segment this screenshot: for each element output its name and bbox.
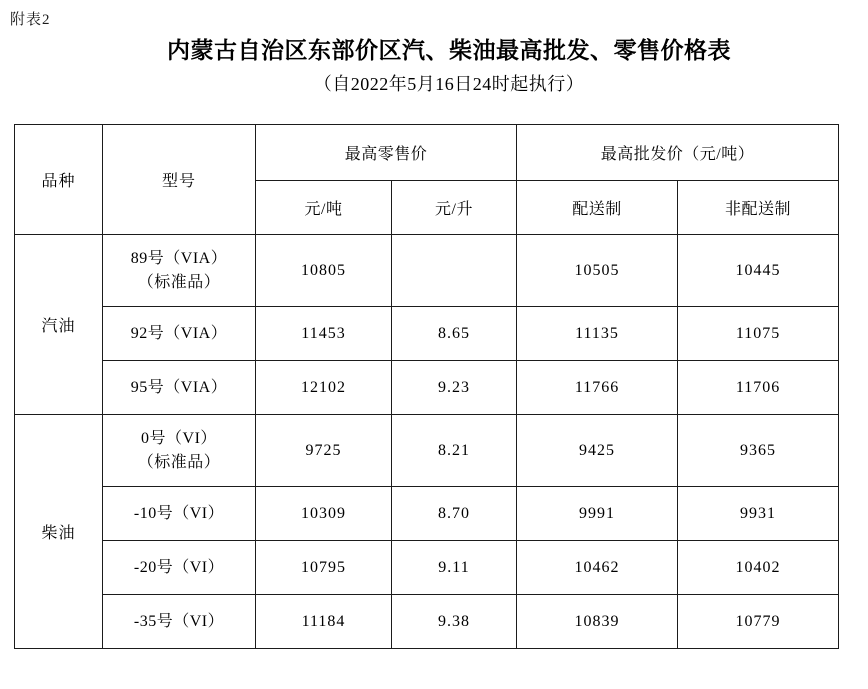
wholesale-non-delivered-cell: 11706 [678,361,839,415]
wholesale-non-delivered-cell: 9931 [678,487,839,541]
wholesale-delivered-cell: 11766 [517,361,678,415]
model-cell: -10号（VI） [103,487,256,541]
table-row [15,307,839,361]
model-line-2: （标准品） [137,273,221,291]
retail-litre-cell [392,235,517,307]
model-line-1: 89号（VIA） [130,250,228,268]
wholesale-delivered-cell: 10839 [517,595,678,649]
retail-litre-cell: 8.65 [392,307,517,361]
wholesale-non-delivered-cell: 10402 [678,541,839,595]
table-row [15,487,839,541]
header-retail-per-ton: 元/吨 [256,181,392,235]
model-cell [103,415,256,487]
retail-ton-cell: 10309 [256,487,392,541]
retail-ton-cell: 10795 [256,541,392,595]
model-cell: 95号（VIA） [103,361,256,415]
wholesale-delivered-cell: 10462 [517,541,678,595]
table-row [15,235,839,307]
retail-litre-cell: 8.21 [392,415,517,487]
header-retail-per-litre: 元/升 [392,181,517,235]
retail-litre-cell: 9.23 [392,361,517,415]
model-cell [103,235,256,307]
table-header-row-1 [15,125,839,181]
retail-litre-cell: 8.70 [392,487,517,541]
wholesale-non-delivered-cell: 10779 [678,595,839,649]
wholesale-non-delivered-cell: 11075 [678,307,839,361]
model-line-2: （标准品） [137,453,221,471]
retail-litre-cell: 9.11 [392,541,517,595]
price-table [14,124,839,649]
page-title: 内蒙古自治区东部价区汽、柴油最高批发、零售价格表 [167,38,731,63]
header-retail-group: 最高零售价 [256,125,517,181]
header-kind: 品种 [15,125,103,235]
header-model: 型号 [103,125,256,235]
retail-litre-cell: 9.38 [392,595,517,649]
group-label-diesel: 柴油 [15,415,103,649]
header-wholesale-non-delivered: 非配送制 [678,181,839,235]
retail-ton-cell: 12102 [256,361,392,415]
model-line-1: 0号（VI） [141,430,217,448]
model-cell: 92号（VIA） [103,307,256,361]
price-table-container [14,124,838,649]
wholesale-delivered-cell: 9425 [517,415,678,487]
table-row [15,595,839,649]
retail-ton-cell: 11453 [256,307,392,361]
wholesale-delivered-cell: 11135 [517,307,678,361]
wholesale-non-delivered-cell: 10445 [678,235,839,307]
retail-ton-cell: 11184 [256,595,392,649]
wholesale-delivered-cell: 10505 [517,235,678,307]
model-cell: -35号（VI） [103,595,256,649]
table-row [15,361,839,415]
header-wholesale-group: 最高批发价（元/吨） [517,125,839,181]
wholesale-non-delivered-cell: 9365 [678,415,839,487]
table-row [15,415,839,487]
model-cell: -20号（VI） [103,541,256,595]
wholesale-delivered-cell: 9991 [517,487,678,541]
group-label-gasoline: 汽油 [15,235,103,415]
retail-ton-cell: 9725 [256,415,392,487]
retail-ton-cell: 10805 [256,235,392,307]
page-subtitle: （自2022年5月16日24时起执行） [313,74,585,94]
attachment-label: 附表2 [10,12,51,28]
header-wholesale-delivered: 配送制 [517,181,678,235]
table-row [15,541,839,595]
